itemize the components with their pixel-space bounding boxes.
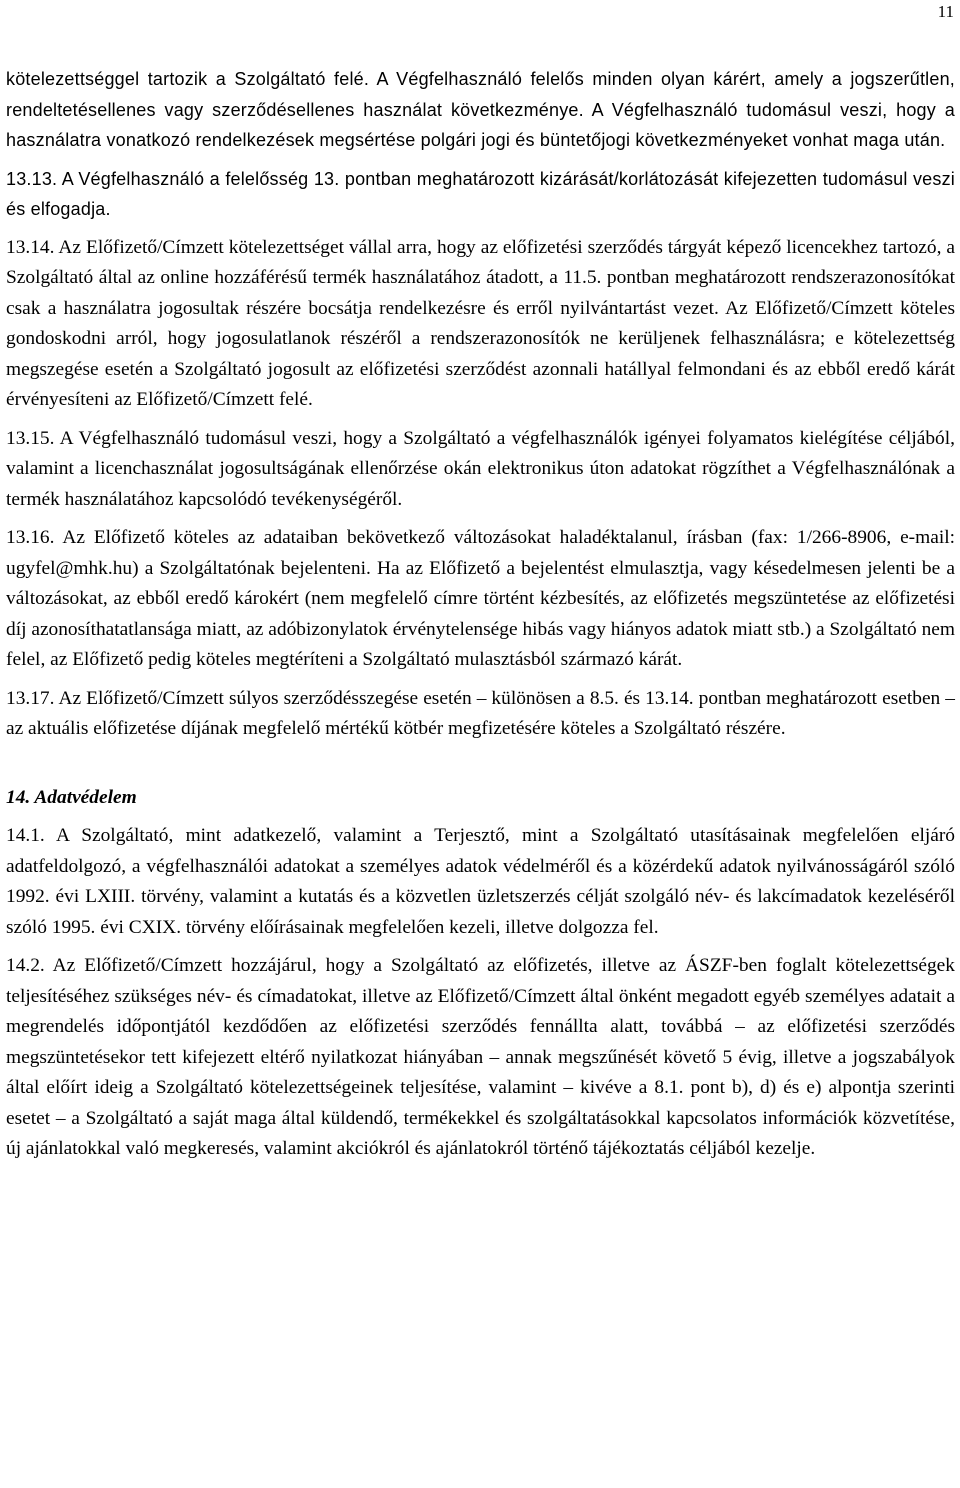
page-number: 11 [937,2,954,21]
document-body [6,64,955,1165]
paragraph-gap [6,676,955,684]
paragraph-gap [6,943,955,951]
paragraph-13-15: 13.15. A Végfelhasználó tudomásul veszi, hogy a Szolgáltató a végfelhasználók igényei folyamatos kielégítése céljából, valamint a licenchasználat jogosultságának ellenőrzése okán elektronikus úton adatokat rögzíthet a Végfelhasználónak a termék használatához kapcsolódó tevékenységéről. [6,427,955,510]
paragraph-gap [6,515,955,523]
paragraph-gap [6,156,955,164]
paragraph-13-16: 13.16. Az Előfizető köteles az adataiban bekövetkező változásokat haladéktalanul, írásban (fax: 1/266-8906, e-mail: ugyfel@mhk.hu) a Szolgáltatónak bejelenteni. Ha az Előfizető a bejelentést elmulasztja, vagy késedelmesen jelenti be a változásokat, az ebből eredő károkért (nem megfelelő címre történt kézbesítés, az előfizetés megszüntetése az előfizetési díj azonosíthatatlansága miatt, az adóbizonylatok érvénytelensége hibás vagy hiányos adatok miatt stb.) a Szolgáltató nem felel, az Előfizető pedig köteles megtéríteni a Szolgáltató mulasztásból származó kárát. [6,527,955,670]
paragraph-14-2: 14.2. Az Előfizető/Címzett hozzájárul, hogy a Szolgáltató az előfizetés, illetve az ÁSZF-ben foglalt kötelezettségek teljesítéséhez szükséges név- és címadatokat, illetve az Előfizető/Címzett által önként megadott egyéb személyes adatait a megrendelés időpontjától kezdődően az előfizetési szerződés fennállta alatt, továbbá – az előfizetési szerződés megszüntetésekor tett kifejezett eltérő nyilatkozat hiányában – annak megszűnését követő 5 évig, illetve a jogszabályok által előírt ideig a Szolgáltató kötelezettségeinek teljesítése, valamint – kivéve a 8.1. pont b), d) és e) alpontja szerinti esetet – a Szolgáltató a saját maga által küldendő, termékekkel és szolgáltatásokkal kapcsolatos információk közvetítése, új ajánlatokkal való megkeresés, valamint akciókról és ajánlatokról történő tájékoztatás céljából kezelje. [6,955,955,1159]
section-gap [6,745,955,783]
paragraph-gap [6,416,955,424]
paragraph-13-14: 13.14. Az Előfizető/Címzett kötelezettséget vállal arra, hogy az előfizetési szerződés tárgyát képező licencekhez tartozó, a Szolgáltató által az online hozzáférésű termék használatához átadott, a 11.5. pontban meghatározott rendszerazonosítókat csak a használatra jogosultak részére bocsátja rendelkezésre és erről nyilvántartást vezet. Az Előfizető/Címzett köteles gondoskodni arról, hogy jogosulatlanok részéről a rendszerazonosítók ne kerüljenek felhasználásra; e kötelezettség megszegése esetén a Szolgáltató jogosult az előfizetési szerződést azonnali hatállyal felmondani és az ebből eredő kárát érvényesíteni az Előfizető/Címzett felé. [6,236,955,410]
paragraph-14-1: 14.1. A Szolgáltató, mint adatkezelő, valamint a Terjesztő, mint a Szolgáltató utasításainak megfelelően eljáró adatfeldolgozó, a végfelhasználói adatokat a személyes adatok védelméről és a közérdekű adatok nyilvánosságáról szóló 1992. évi LXIII. törvény, valamint a kutatás és a közvetlen üzletszerzés célját szolgáló név- és lakcímadatok kezeléséről szóló 1995. évi CXIX. törvény előírásainak megfelelően kezeli, illetve dolgozza fel. [6,825,955,938]
paragraph-13-17: 13.17. Az Előfizető/Címzett súlyos szerződésszegése esetén – különösen a 8.5. és 13.14. pontban meghatározott esetben – az aktuális előfizetése díjának megfelelő mértékű kötbér megfizetésére köteles a Szolgáltató részére. [6,687,955,739]
paragraph-13-13: 13.13. A Végfelhasználó a felelősség 13. pontban meghatározott kizárását/korlátozását kifejezetten tudomásul veszi és elfogadja. [6,168,955,219]
section-heading-14: 14. Adatvédelem [6,786,137,808]
paragraph-gap [6,225,955,233]
paragraph-intro: kötelezettséggel tartozik a Szolgáltató felé. A Végfelhasználó felelős minden olyan kárért, amely a jogszerűtlen, rendeltetésellenes vagy szerződésellenes használat következménye. A Végfelhasználó tudomásul veszi, hogy a használatra vonatkozó rendelkezések megsértése polgári jogi és büntetőjogi következményeket vonhat maga után. [6,69,955,150]
paragraph-gap [6,813,955,821]
